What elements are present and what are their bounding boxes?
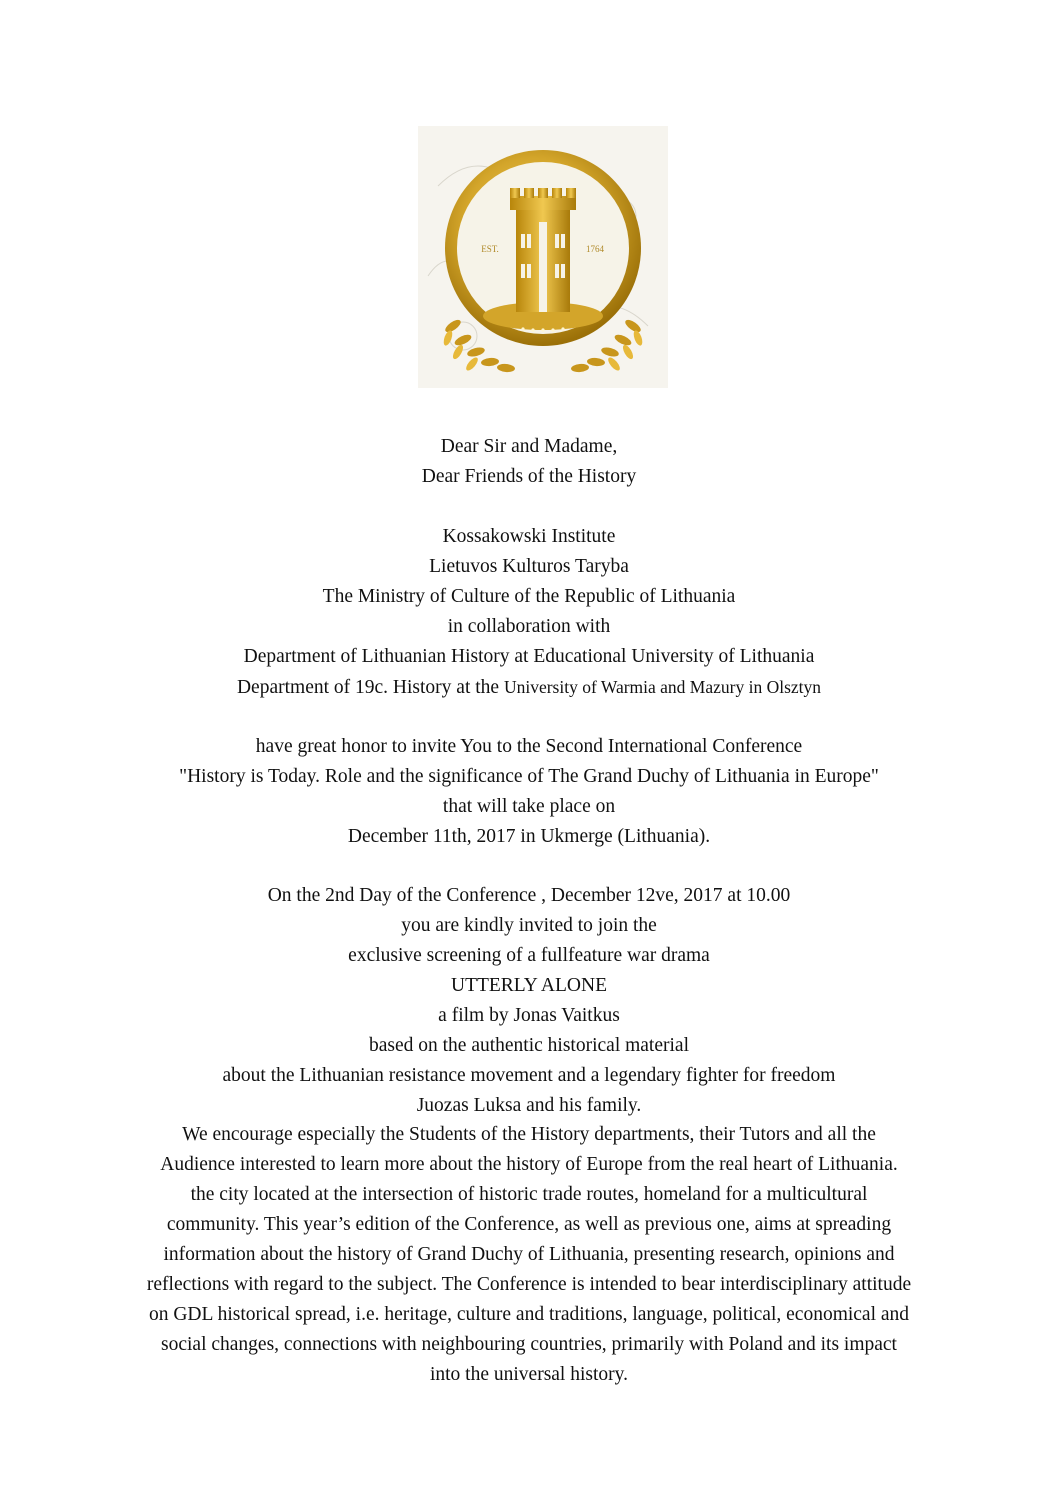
screening-line-1: On the 2nd Day of the Conference , December 12ve, 2017 at 10.00: [267, 885, 791, 906]
organizer-line-6-a: Department of 19c. History at the: [236, 677, 504, 698]
closing-line-5: information about the history of Grand Duchy of Lithuania, presenting research, opinions and: [163, 1244, 895, 1265]
est-label: EST.: [481, 244, 499, 254]
screening-line-3: exclusive screening of a fullfeature war drama: [348, 945, 710, 966]
conference-date: December 11th, 2017 in Ukmerge (Lithuania).: [347, 826, 711, 847]
screening-line-8: Juozas Luksa and his family.: [416, 1095, 642, 1116]
organizer-line-2: Lietuvos Kulturos Taryba: [429, 556, 629, 577]
closing-line-4: community. This year’s edition of the Conference, as well as previous one, aims at spreading: [166, 1214, 892, 1235]
organizer-line-5: Department of Lithuanian History at Educational University of Lithuania: [243, 646, 815, 667]
closing-line-2: Audience interested to learn more about the history of Europe from the real heart of Lithuania.: [160, 1154, 898, 1175]
screening-line-2: you are kindly invited to join the: [401, 915, 657, 936]
screening-line-5: a film by Jonas Vaitkus: [438, 1005, 620, 1026]
screening-line-6: based on the authentic historical material: [368, 1035, 689, 1056]
screening-line-7: about the Lithuanian resistance movement and a legendary fighter for freedom: [222, 1065, 836, 1086]
est-year: 1764: [586, 244, 604, 254]
closing-line-7: on GDL historical spread, i.e. heritage, culture and traditions, language, political, economical and: [148, 1304, 910, 1325]
institute-logo: [418, 126, 668, 388]
closing-line-9: into the universal history.: [429, 1364, 629, 1385]
organizer-line-4: in collaboration with: [447, 616, 611, 637]
organizer-line-3: The Ministry of Culture of the Republic of Lithuania: [322, 586, 736, 607]
closing-line-1: We encourage especially the Students of the History departments, their Tutors and all the: [182, 1124, 876, 1145]
greeting-line-2: Dear Friends of the History: [421, 466, 637, 487]
organizer-line-6: [0, 672, 1058, 703]
conference-title: "History is Today. Role and the significance of The Grand Duchy of Lithuania in Europe": [179, 766, 879, 787]
closing-line-8: social changes, connections with neighbouring countries, primarily with Poland and its impact: [161, 1334, 897, 1355]
film-title: UTTERLY ALONE: [450, 975, 607, 996]
closing-line-3: the city located at the intersection of historic trade routes, homeland for a multicultural: [190, 1184, 868, 1205]
invitation-line-3: that will take place on: [442, 796, 616, 817]
tower-emblem-icon: [418, 126, 668, 388]
organizer-line-6-b: University of Warmia and Mazury in Olsztyn: [503, 677, 822, 697]
organizer-line-1: Kossakowski Institute: [442, 526, 616, 547]
closing-line-6: reflections with regard to the subject. The Conference is intended to bear interdisciplinary attitude: [146, 1274, 912, 1295]
greeting-line-1: Dear Sir and Madame,: [440, 436, 618, 457]
invitation-line-1: have great honor to invite You to the Second International Conference: [255, 736, 803, 757]
